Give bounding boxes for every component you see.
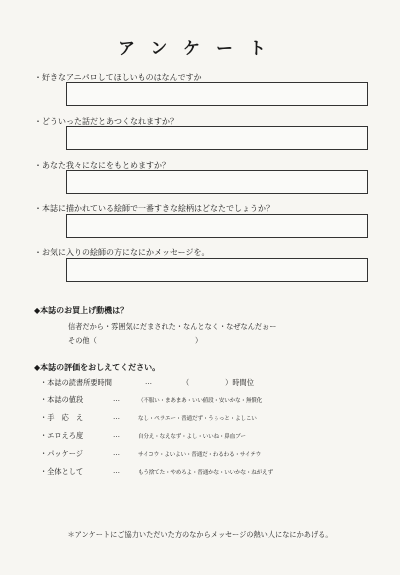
- answer-box-5[interactable]: [66, 258, 368, 282]
- eval-row-options: 自分え・なえなず・よし・いいね・鼻血ブー: [138, 434, 246, 440]
- answer-box-3[interactable]: [66, 170, 368, 194]
- eval-row-dots: …: [113, 467, 120, 475]
- eval-row-dots: …: [145, 378, 152, 386]
- question-1: ・好きなアニパロしてほしいものはなんですか: [34, 73, 202, 82]
- eval-row-options: サイコウ・よいよい・普通だ・わるわる・サイテウ: [138, 452, 262, 458]
- eval-row-dots: …: [113, 431, 120, 439]
- question-3: ・あなた我々になにをもとめますか？: [34, 161, 170, 170]
- eval-row-label: ・パッケージ: [40, 449, 83, 458]
- question-5: ・お気に入りの絵師の方になにかメッセージを。: [34, 248, 210, 257]
- question-4: ・本誌に描かれている絵師で一番すきな絵柄はどなたでしょうか？: [34, 204, 274, 213]
- motive-other-label: その他（: [68, 336, 97, 345]
- page-title: アンケート: [118, 39, 282, 59]
- answer-box-2[interactable]: [66, 126, 368, 150]
- eval-row-label: ・本誌の読書所要時間: [40, 378, 112, 387]
- eval-row-dots: …: [113, 449, 120, 457]
- eval-row-dots: …: [113, 413, 120, 421]
- footer-note: ＊アンケートにご協力いただいた方のなからメッセージの熱い人になにかあげる。: [67, 530, 333, 539]
- eval-row-dots: …: [113, 395, 120, 403]
- motive-other-close: ）: [195, 336, 203, 345]
- eval-row-label: ・エロえろ度: [40, 431, 84, 440]
- evaluation-heading: ◆本誌の評価をおしえてください。: [34, 363, 161, 372]
- eval-row-label: ・本誌の値段: [40, 395, 84, 404]
- eval-row-options: （ ）時間位: [182, 378, 254, 387]
- answer-box-4[interactable]: [66, 214, 368, 238]
- eval-row-label: ・手 応 え: [40, 413, 84, 422]
- question-2: ・どういった話だとあつくなれますか？: [34, 117, 178, 126]
- motive-options: 信者だから・雰囲気にだまされた・なんとなく・なぜなんだぉー: [68, 322, 277, 331]
- eval-row-options: なし・ペラエー・普通だず・うぅっと・よしこい: [138, 416, 257, 422]
- answer-box-1[interactable]: [66, 82, 368, 106]
- eval-row-label: ・全体として: [40, 467, 84, 476]
- motive-heading: ◆本誌のお買上げ動機は？: [34, 306, 129, 315]
- eval-row-options: もう捨てた・やめろよ・普通かな・いいかな・ねがえず: [138, 470, 273, 476]
- eval-row-options: （不服い・まあまあ・いい値段・安いかな・無償化: [138, 398, 263, 404]
